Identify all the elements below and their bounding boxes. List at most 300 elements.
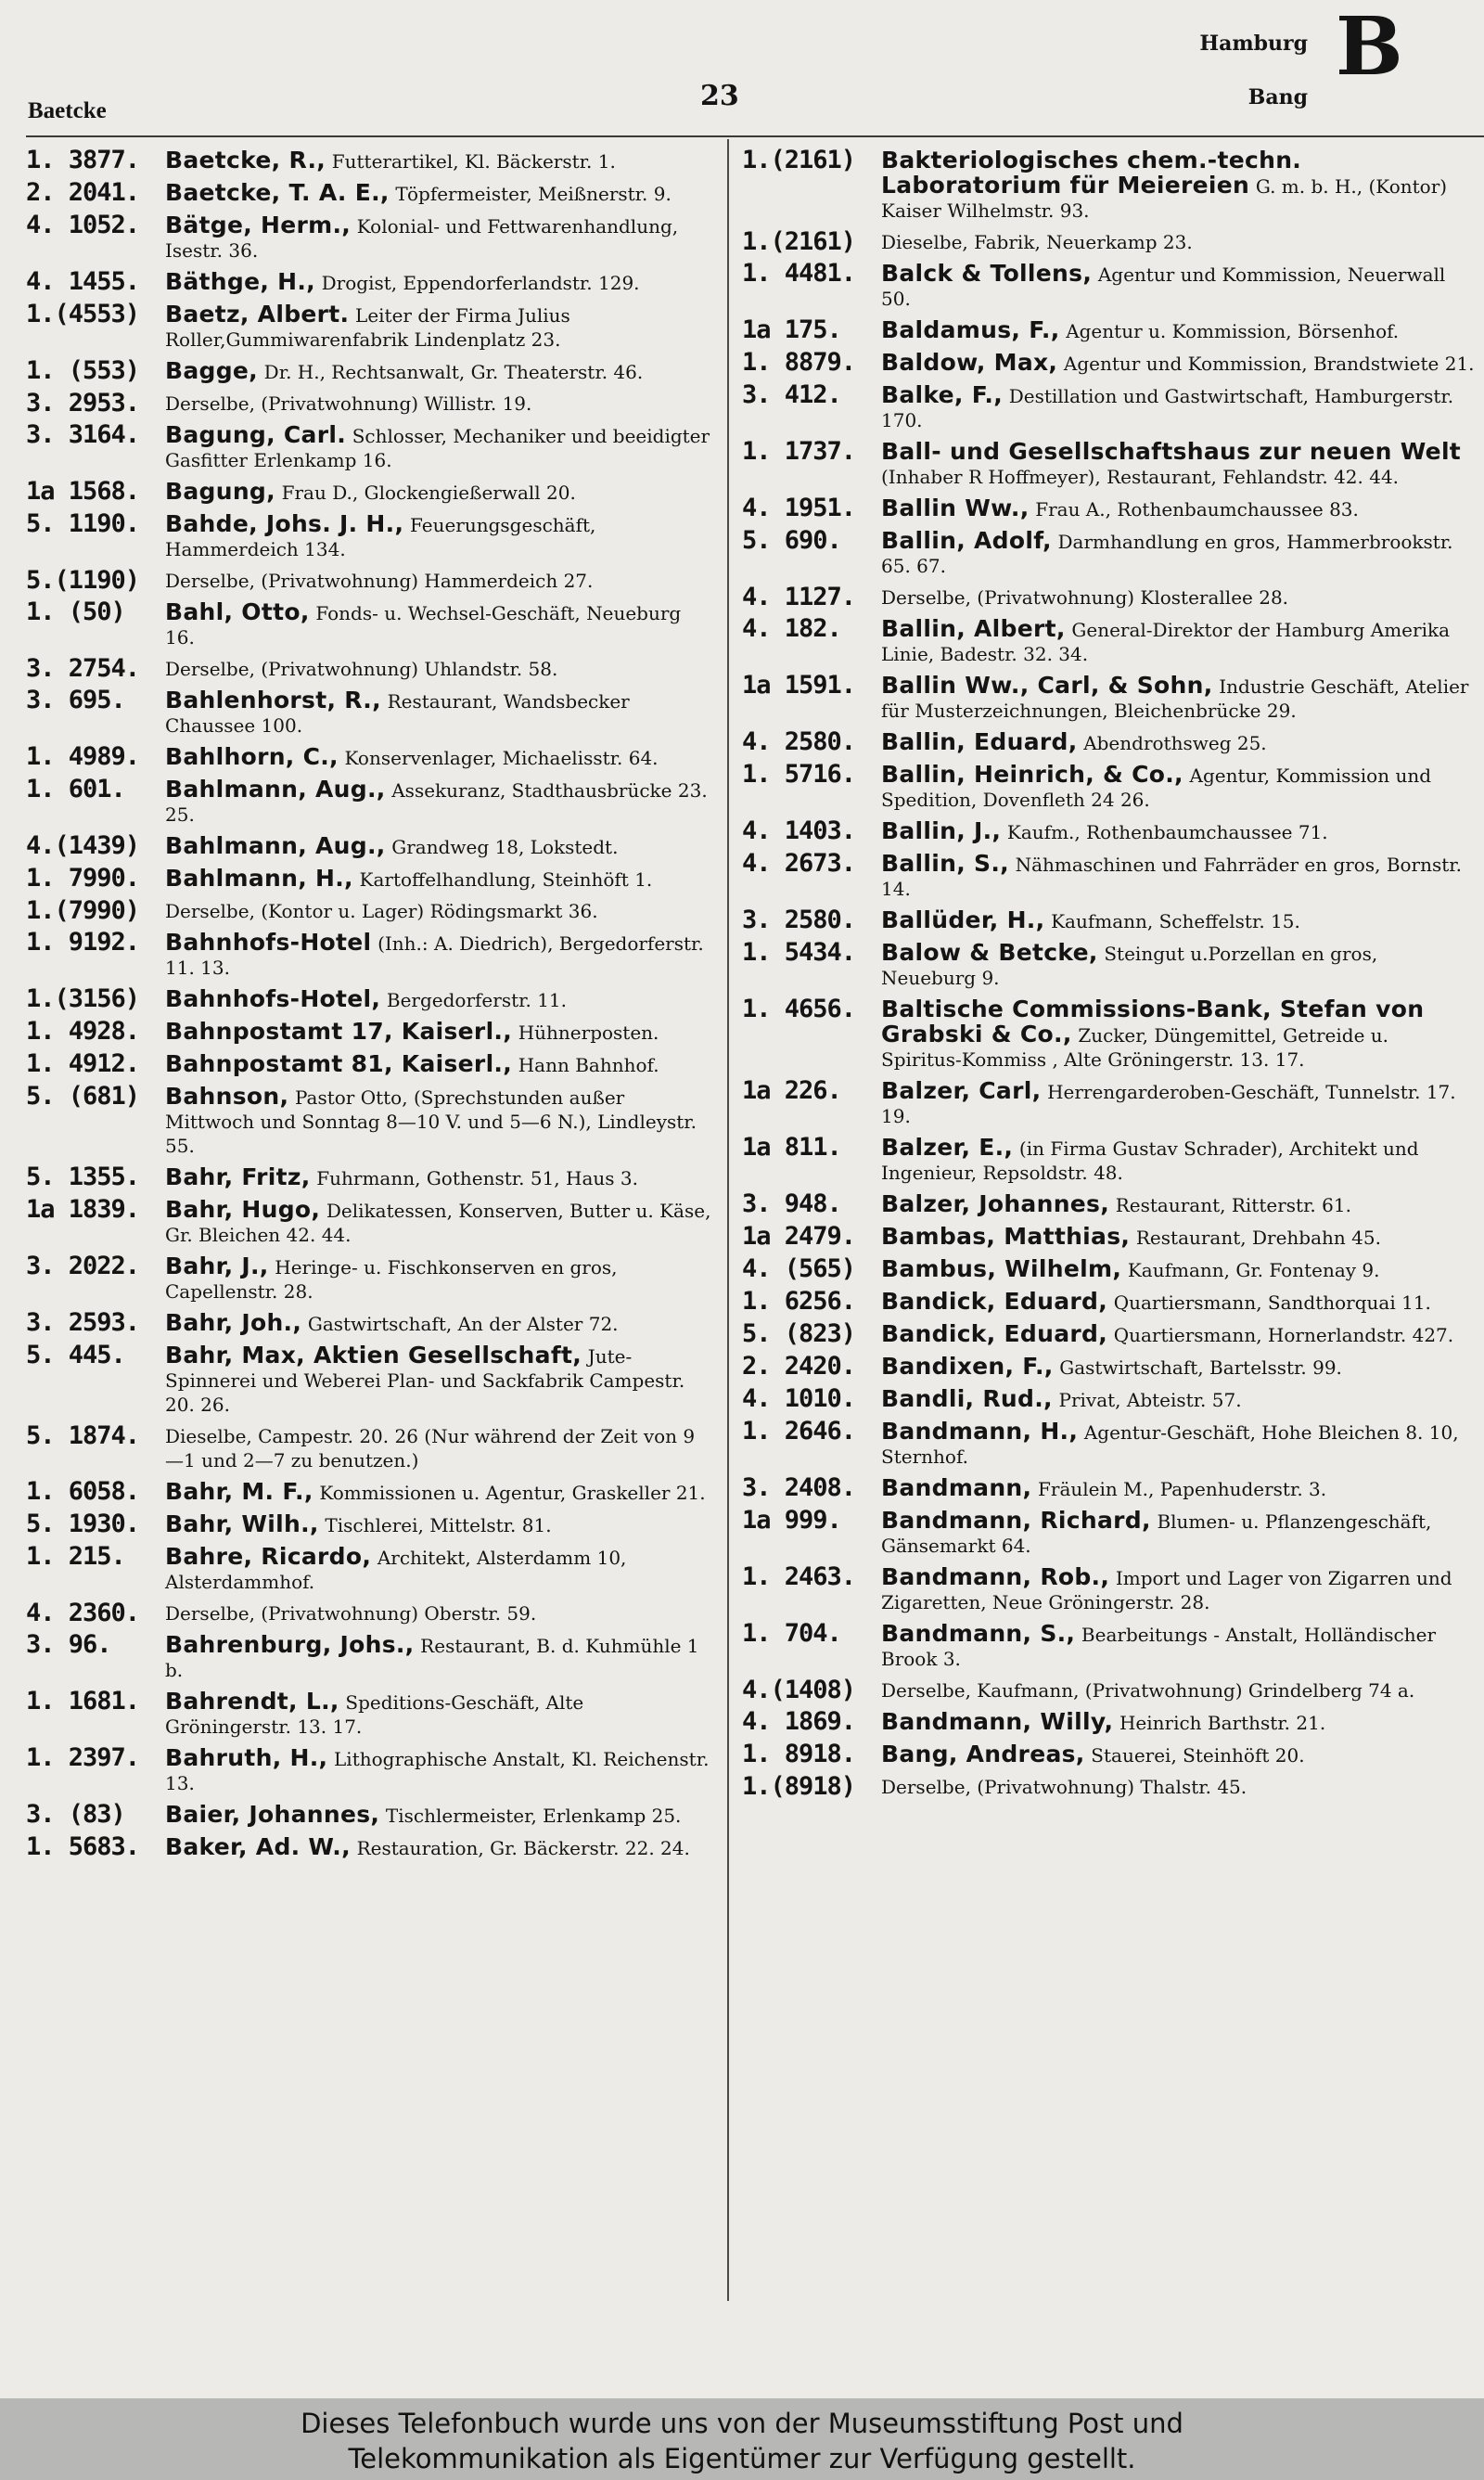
directory-entry bbox=[26, 688, 712, 738]
directory-entry bbox=[742, 315, 1475, 344]
subscriber-name: Baetz, Albert. bbox=[165, 301, 350, 328]
directory-entry bbox=[742, 148, 1475, 223]
directory-entry bbox=[26, 1049, 712, 1078]
subscriber-name: Baetcke, R., bbox=[165, 147, 326, 173]
directory-entry bbox=[742, 227, 1475, 256]
subscriber-name: Balow & Betcke, bbox=[881, 939, 1098, 966]
directory-entry bbox=[742, 1506, 1475, 1558]
subscriber-details: Kolonial- und Fettwarenhandlung, Isestr. 36. bbox=[165, 215, 679, 262]
left-column bbox=[26, 148, 712, 1868]
subscriber-name: Bahlmann, H., bbox=[165, 865, 353, 892]
directory-entry bbox=[742, 1473, 1475, 1502]
subscriber-name: Bakteriologisches chem.-techn. Laboratorium für Meiereien bbox=[881, 147, 1302, 199]
subscriber-name: Balzer, Carl, bbox=[881, 1077, 1042, 1104]
subscriber-details: Derselbe, (Privatwohnung) Hammerdeich 27. bbox=[165, 570, 594, 592]
subscriber-details: Hann Bahnhof. bbox=[518, 1054, 659, 1076]
subscriber-details: Industrie Geschäft, Atelier für Musterzeichnungen, Bleichenbrücke 29. bbox=[881, 675, 1469, 722]
directory-entry bbox=[742, 997, 1475, 1072]
subscriber-details: Darmhandlung en gros, Hammerbrookstr. 65. 67. bbox=[881, 531, 1453, 577]
directory-entry bbox=[26, 1542, 712, 1594]
subscriber-details: Derselbe, (Privatwohnung) Uhlandstr. 58. bbox=[165, 658, 558, 680]
subscriber-details: Agentur und Kommission, Neuerwall 50. bbox=[881, 263, 1446, 310]
directory-entry bbox=[26, 420, 712, 472]
subscriber-details: Agentur-Geschäft, Hohe Bleichen 8. 10, Sternhof. bbox=[881, 1421, 1459, 1468]
directory-entry bbox=[26, 1630, 712, 1682]
directory-entry bbox=[26, 1343, 712, 1417]
directory-entry bbox=[26, 477, 712, 506]
phone-number: 1. 8879. bbox=[742, 348, 856, 377]
subscriber-name: Baldamus, F., bbox=[881, 316, 1060, 343]
subscriber-details: Kaufm., Rothenbaumchaussee 71. bbox=[1006, 821, 1328, 843]
directory-entry bbox=[26, 1254, 712, 1304]
phone-number: 1. 2463. bbox=[742, 1562, 856, 1591]
directory-entry bbox=[742, 760, 1475, 812]
subscriber-name: Ballin, Heinrich, & Co., bbox=[881, 761, 1183, 788]
subscriber-details: Frau A., Rothenbaumchaussee 83. bbox=[1035, 498, 1359, 520]
directory-entry bbox=[742, 816, 1475, 845]
subscriber-details: Steingut u.Porzellan en gros, Neueburg 9. bbox=[881, 943, 1378, 989]
subscriber-name: Bagung, Carl. bbox=[165, 421, 347, 448]
subscriber-details: Agentur, Kommission und Spedition, Dovenfleth 24 26. bbox=[881, 765, 1432, 811]
subscriber-details: Blumen- u. Pflanzengeschäft, Gänsemarkt 64. bbox=[881, 1510, 1432, 1557]
subscriber-details: (in Firma Gustav Schrader), Architekt und Ingenieur, Repsoldstr. 48. bbox=[881, 1137, 1419, 1184]
subscriber-name: Bambus, Wilhelm, bbox=[881, 1255, 1122, 1282]
subscriber-details: Import und Lager von Zigarren und Zigaretten, Neue Gröningerstr. 28. bbox=[881, 1567, 1452, 1613]
subscriber-name: Bäthge, H., bbox=[165, 268, 315, 295]
subscriber-name: Bahde, Johs. J. H., bbox=[165, 510, 404, 537]
directory-entry bbox=[742, 1076, 1475, 1128]
subscriber-details: Pastor Otto, (Sprechstunden außer Mittwoch und Sonntag 8—10 V. und 5—6 N.), Lindleystr. 55. bbox=[165, 1086, 697, 1157]
phone-number: 1. 1681. bbox=[26, 1687, 140, 1715]
phone-number: 1. 4656. bbox=[742, 995, 856, 1023]
subscriber-details: Delikatessen, Konserven, Butter u. Käse, Gr. Bleichen 42. 44. bbox=[165, 1200, 711, 1246]
subscriber-details: Dieselbe, Campestr. 20. 26 (Nur während der Zeit von 9—1 und 2—7 zu benutzen.) bbox=[165, 1425, 696, 1471]
footer-line-1: Dieses Telefonbuch wurde uns von der Museumsstiftung Post und bbox=[301, 2408, 1183, 2439]
subscriber-details: Restaurant, Drehbahn 45. bbox=[1135, 1227, 1381, 1249]
subscriber-details: Derselbe, (Privatwohnung) Willistr. 19. bbox=[165, 392, 532, 415]
subscriber-name: Bahrendt, L., bbox=[165, 1688, 339, 1715]
phone-number: 1.(2161) bbox=[742, 227, 856, 256]
subscriber-name: Baldow, Max, bbox=[881, 349, 1058, 376]
phone-number: 1. 2397. bbox=[26, 1743, 140, 1772]
subscriber-details: Quartiersmann, Hornerlandstr. 427. bbox=[1113, 1324, 1454, 1346]
subscriber-details: Derselbe, (Kontor u. Lager) Rödingsmarkt 36. bbox=[165, 900, 598, 922]
phone-number: 5. (681) bbox=[26, 1082, 140, 1111]
directory-entry bbox=[26, 864, 712, 893]
subscriber-details: Kaufmann, Gr. Fontenay 9. bbox=[1127, 1259, 1380, 1281]
directory-entry bbox=[26, 566, 712, 595]
phone-number: 1a 2479. bbox=[742, 1222, 856, 1251]
phone-number: 3. 695. bbox=[26, 686, 125, 714]
subscriber-name: Bahr, Joh., bbox=[165, 1309, 302, 1336]
subscriber-details: Tischlerei, Mittelstr. 81. bbox=[325, 1514, 552, 1536]
subscriber-name: Bambas, Matthias, bbox=[881, 1223, 1131, 1250]
phone-number: 5.(1190) bbox=[26, 566, 140, 595]
running-head-city: Hamburg bbox=[1199, 32, 1308, 56]
phone-number: 1. 9192. bbox=[26, 928, 140, 957]
phone-number: 4. 182. bbox=[742, 614, 841, 643]
subscriber-details: Restaurant, B. d. Kuhmühle 1 b. bbox=[165, 1635, 699, 1681]
subscriber-name: Balck & Tollens, bbox=[881, 260, 1093, 287]
subscriber-details: Bergedorferstr. 11. bbox=[386, 989, 568, 1011]
directory-entry bbox=[742, 259, 1475, 311]
footer-notice bbox=[0, 2398, 1484, 2480]
phone-number: 3. 2408. bbox=[742, 1473, 856, 1502]
directory-entry bbox=[26, 1512, 712, 1537]
phone-number: 3. 2754. bbox=[26, 654, 140, 683]
subscriber-name: Ballin, S., bbox=[881, 850, 1009, 877]
phone-number: 3. 2580. bbox=[742, 906, 856, 934]
subscriber-name: Bahr, J., bbox=[165, 1253, 269, 1279]
subscriber-name: Bandick, Eduard, bbox=[881, 1320, 1107, 1347]
directory-entry bbox=[26, 1687, 712, 1739]
phone-number: 1. 601. bbox=[26, 775, 125, 803]
subscriber-name: Baker, Ad. W., bbox=[165, 1833, 351, 1860]
section-letter: B bbox=[1336, 0, 1403, 94]
phone-number: 1a 999. bbox=[742, 1506, 841, 1535]
phone-number: 3. 2953. bbox=[26, 389, 140, 418]
subscriber-details: Tischlermeister, Erlenkamp 25. bbox=[385, 1805, 682, 1827]
subscriber-details: Nähmaschinen und Fahrräder en gros, Bornstr. 14. bbox=[881, 854, 1463, 900]
directory-entry bbox=[26, 777, 712, 827]
subscriber-details: Restauration, Gr. Bäckerstr. 22. 24. bbox=[356, 1837, 690, 1859]
directory-entry bbox=[742, 1319, 1475, 1348]
subscriber-details: Gastwirtschaft, An der Alster 72. bbox=[307, 1313, 619, 1335]
subscriber-name: Ballüder, H., bbox=[881, 906, 1045, 933]
phone-number: 3. 948. bbox=[742, 1189, 841, 1218]
subscriber-details: Gastwirtschaft, Bartelsstr. 99. bbox=[1059, 1356, 1342, 1379]
phone-number: 1. 6058. bbox=[26, 1477, 140, 1506]
phone-number: 5. 1190. bbox=[26, 509, 140, 538]
subscriber-name: Bahnhofs-Hotel, bbox=[165, 985, 381, 1012]
subscriber-name: Bätge, Herm., bbox=[165, 212, 352, 238]
subscriber-name: Bahrenburg, Johs., bbox=[165, 1631, 415, 1658]
subscriber-name: Ball- und Gesellschaftshaus zur neuen Welt bbox=[881, 438, 1462, 465]
subscriber-name: Bahlhorn, C., bbox=[165, 743, 339, 770]
phone-number: 1.(3156) bbox=[26, 984, 140, 1013]
header-rule bbox=[26, 135, 1484, 137]
directory-entry bbox=[26, 302, 712, 352]
phone-number: 5. 445. bbox=[26, 1341, 125, 1369]
directory-entry bbox=[742, 526, 1475, 578]
subscriber-name: Bandick, Eduard, bbox=[881, 1288, 1107, 1315]
phone-number: 1. 1737. bbox=[742, 437, 856, 466]
subscriber-name: Bagung, bbox=[165, 478, 275, 505]
subscriber-name: Bahlmann, Aug., bbox=[165, 832, 386, 859]
subscriber-details: Kommissionen u. Agentur, Graskeller 21. bbox=[319, 1482, 706, 1504]
subscriber-details: Dieselbe, Fabrik, Neuerkamp 23. bbox=[881, 231, 1193, 253]
phone-number: 1.(8918) bbox=[742, 1772, 856, 1801]
subscriber-details: Dr. H., Rechtsanwalt, Gr. Theaterstr. 46. bbox=[263, 361, 644, 383]
directory-entry bbox=[26, 1477, 712, 1506]
phone-number: 4. 2360. bbox=[26, 1599, 140, 1627]
phone-number: 1. 2646. bbox=[742, 1417, 856, 1446]
phone-number: 4. 1951. bbox=[742, 494, 856, 522]
subscriber-name: Bandli, Rud., bbox=[881, 1385, 1053, 1412]
directory-entry bbox=[26, 928, 712, 980]
phone-number: 4. (565) bbox=[742, 1254, 856, 1283]
phone-number: 4.(1408) bbox=[742, 1676, 856, 1704]
subscriber-name: Bahnpostamt 81, Kaiserl., bbox=[165, 1050, 513, 1077]
subscriber-name: Bandixen, F., bbox=[881, 1353, 1054, 1380]
phone-number: 1a 1839. bbox=[26, 1195, 140, 1224]
directory-entry bbox=[26, 831, 712, 860]
subscriber-name: Ballin, Albert, bbox=[881, 615, 1066, 642]
subscriber-name: Bahnhofs-Hotel bbox=[165, 929, 372, 956]
subscriber-name: Bahr, M. F., bbox=[165, 1478, 313, 1505]
subscriber-details: Leiter der Firma Julius Roller,Gummiwarenfabrik Lindenplatz 23. bbox=[165, 304, 570, 351]
subscriber-details: Stauerei, Steinhöft 20. bbox=[1091, 1744, 1305, 1767]
phone-number: 1. 215. bbox=[26, 1542, 125, 1571]
phone-number: 1.(4553) bbox=[26, 300, 140, 328]
phone-number: 1. 8918. bbox=[742, 1740, 856, 1768]
subscriber-name: Ballin Ww., Carl, & Sohn, bbox=[881, 672, 1213, 699]
directory-entry bbox=[742, 1742, 1475, 1767]
subscriber-details: Heinrich Barthstr. 21. bbox=[1119, 1712, 1326, 1734]
subscriber-name: Baier, Johannes, bbox=[165, 1801, 380, 1828]
subscriber-name: Bahr, Fritz, bbox=[165, 1163, 311, 1190]
directory-entry bbox=[742, 348, 1475, 377]
directory-entry bbox=[26, 1082, 712, 1158]
phone-number: 4.(1439) bbox=[26, 831, 140, 860]
directory-entry bbox=[742, 1562, 1475, 1614]
phone-number: 3. 3164. bbox=[26, 420, 140, 449]
subscriber-details: Abendrothsweg 25. bbox=[1083, 732, 1267, 754]
subscriber-name: Bandmann, bbox=[881, 1474, 1032, 1501]
phone-number: 1. 4481. bbox=[742, 259, 856, 288]
phone-number: 4. 1127. bbox=[742, 583, 856, 611]
subscriber-details: Privat, Abteistr. 57. bbox=[1058, 1389, 1242, 1411]
directory-entry bbox=[26, 1601, 712, 1625]
subscriber-details: Grandweg 18, Lokstedt. bbox=[391, 836, 619, 858]
directory-entry bbox=[742, 1772, 1475, 1801]
subscriber-name: Balzer, E., bbox=[881, 1134, 1014, 1161]
subscriber-details: Zucker, Düngemittel, Getreide u. Spiritus-Kommiss , Alte Gröningerstr. 13. 17. bbox=[881, 1024, 1389, 1071]
phone-number: 4. 1455. bbox=[26, 267, 140, 296]
directory-entry bbox=[26, 509, 712, 561]
phone-number: 1a 226. bbox=[742, 1076, 841, 1105]
subscriber-name: Bang, Andreas, bbox=[881, 1741, 1085, 1767]
subscriber-details: Restaurant, Wandsbecker Chaussee 100. bbox=[165, 690, 630, 737]
directory-entry bbox=[742, 1678, 1475, 1703]
subscriber-details: Frau D., Glockengießerwall 20. bbox=[281, 482, 576, 504]
subscriber-name: Bagge, bbox=[165, 357, 258, 384]
phone-number: 1.(2161) bbox=[742, 146, 856, 174]
directory-entry bbox=[742, 1133, 1475, 1185]
subscriber-name: Bahruth, H., bbox=[165, 1744, 328, 1771]
subscriber-details: General-Direktor der Hamburg Amerika Linie, Badestr. 32. 34. bbox=[881, 619, 1451, 665]
subscriber-name: Bahlenhorst, R., bbox=[165, 687, 381, 713]
directory-entry bbox=[742, 1287, 1475, 1316]
subscriber-name: Ballin, Eduard, bbox=[881, 728, 1078, 755]
directory-entry bbox=[742, 380, 1475, 432]
subscriber-details: Hühnerposten. bbox=[518, 1022, 659, 1044]
phone-number: 1.(7990) bbox=[26, 896, 140, 925]
directory-entry bbox=[26, 1832, 712, 1861]
phone-number: 5. 1874. bbox=[26, 1421, 140, 1450]
subscriber-details: Derselbe, (Privatwohnung) Klosterallee 28. bbox=[881, 586, 1289, 609]
phone-number: 5. (823) bbox=[742, 1319, 856, 1348]
directory-entry bbox=[742, 1384, 1475, 1413]
subscriber-name: Bahr, Hugo, bbox=[165, 1196, 321, 1223]
phone-number: 4. 2673. bbox=[742, 849, 856, 878]
phone-number: 1. 4989. bbox=[26, 742, 140, 771]
directory-entry bbox=[742, 437, 1475, 489]
directory-entry bbox=[26, 178, 712, 207]
column-divider bbox=[727, 139, 729, 2301]
subscriber-details: Restaurant, Ritterstr. 61. bbox=[1115, 1194, 1351, 1216]
subscriber-details: Derselbe, Kaufmann, (Privatwohnung) Grindelberg 74 a. bbox=[881, 1679, 1415, 1702]
subscriber-details: Jute-Spinnerei und Weberei Plan- und Sackfabrik Campestr. 20. 26. bbox=[165, 1345, 685, 1416]
subscriber-name: Balzer, Johannes, bbox=[881, 1190, 1110, 1217]
directory-entry bbox=[742, 1619, 1475, 1671]
directory-entry bbox=[26, 654, 712, 683]
directory-entry bbox=[26, 389, 712, 418]
subscriber-details: Kartoffelhandlung, Steinhöft 1. bbox=[359, 868, 653, 891]
subscriber-details: Fonds- u. Wechsel-Geschäft, Neueburg 16. bbox=[165, 602, 682, 649]
phone-number: 1. (50) bbox=[26, 598, 125, 626]
subscriber-details: Fräulein M., Papenhuderstr. 3. bbox=[1038, 1478, 1327, 1500]
subscriber-name: Bandmann, Richard, bbox=[881, 1507, 1151, 1534]
directory-entry bbox=[26, 1165, 712, 1190]
directory-entry bbox=[26, 600, 712, 649]
subscriber-details: Derselbe, (Privatwohnung) Oberstr. 59. bbox=[165, 1602, 537, 1625]
phone-number: 1a 175. bbox=[742, 315, 841, 344]
phone-number: 3. 2022. bbox=[26, 1252, 140, 1280]
phone-number: 1. (553) bbox=[26, 356, 140, 385]
subscriber-name: Bahlmann, Aug., bbox=[165, 776, 386, 803]
footer-line-2: Telekommunikation als Eigentümer zur Verfügung gestellt. bbox=[348, 2443, 1136, 2474]
subscriber-name: Bahr, Max, Aktien Gesellschaft, bbox=[165, 1342, 582, 1368]
subscriber-details: Assekuranz, Stadthausbrücke 23. 25. bbox=[165, 779, 708, 826]
phone-number: 4. 1869. bbox=[742, 1707, 856, 1736]
phone-number: 1a 1591. bbox=[742, 671, 856, 700]
directory-entry bbox=[742, 496, 1475, 521]
phone-number: 1. 5683. bbox=[26, 1832, 140, 1861]
directory-entry bbox=[26, 213, 712, 263]
directory-entry bbox=[742, 614, 1475, 666]
directory-entry bbox=[742, 908, 1475, 933]
directory-entry bbox=[742, 1352, 1475, 1381]
subscriber-name: Ballin, J., bbox=[881, 817, 1002, 844]
directory-entry bbox=[26, 1743, 712, 1795]
subscriber-name: Bahl, Otto, bbox=[165, 598, 310, 625]
directory-entry bbox=[26, 267, 712, 296]
page-number: 23 bbox=[700, 80, 739, 112]
subscriber-name: Bahre, Ricardo, bbox=[165, 1543, 372, 1570]
directory-entry bbox=[742, 1222, 1475, 1251]
subscriber-details: Architekt, Alsterdamm 10, Alsterdammhof. bbox=[165, 1547, 627, 1593]
subscriber-name: Bandmann, Willy, bbox=[881, 1708, 1114, 1735]
subscriber-details: Lithographische Anstalt, Kl. Reichenstr. 13. bbox=[165, 1748, 710, 1794]
subscriber-name: Bahr, Wilh., bbox=[165, 1510, 319, 1537]
phone-number: 1. 7990. bbox=[26, 864, 140, 893]
directory-entry bbox=[742, 1254, 1475, 1283]
directory-entry bbox=[26, 896, 712, 925]
directory-entry bbox=[26, 1800, 712, 1829]
right-column bbox=[742, 148, 1475, 1806]
directory-entry bbox=[742, 1417, 1475, 1469]
subscriber-details: Futterartikel, Kl. Bäckerstr. 1. bbox=[331, 150, 616, 173]
running-head-right bbox=[1159, 17, 1308, 124]
running-head-left: Baetcke bbox=[28, 98, 107, 123]
directory-entry bbox=[742, 938, 1475, 990]
directory-entry bbox=[742, 727, 1475, 756]
phone-number: 1. 5716. bbox=[742, 760, 856, 789]
subscriber-name: Baetcke, T. A. E., bbox=[165, 179, 390, 206]
subscriber-name: Bandmann, H., bbox=[881, 1418, 1079, 1445]
subscriber-details: Fuhrmann, Gothenstr. 51, Haus 3. bbox=[316, 1167, 638, 1189]
directory-entry bbox=[742, 671, 1475, 723]
phone-number: 5. 1355. bbox=[26, 1163, 140, 1191]
phone-number: 5. 690. bbox=[742, 526, 841, 555]
directory-entry bbox=[26, 1421, 712, 1472]
subscriber-details: Quartiersmann, Sandthorquai 11. bbox=[1113, 1291, 1431, 1314]
phone-number: 1. 704. bbox=[742, 1619, 841, 1648]
subscriber-details: (Inh.: A. Diedrich), Bergedorferstr. 11. 13. bbox=[165, 932, 704, 979]
subscriber-name: Ballin Ww., bbox=[881, 495, 1030, 521]
subscriber-name: Bandmann, Rob., bbox=[881, 1563, 1110, 1590]
phone-number: 1. 4912. bbox=[26, 1049, 140, 1078]
subscriber-details: Konservenlager, Michaelisstr. 64. bbox=[344, 747, 659, 769]
directory-entry bbox=[742, 585, 1475, 610]
phone-number: 1. 3877. bbox=[26, 146, 140, 174]
directory-entry bbox=[742, 849, 1475, 901]
phone-number: 3. 96. bbox=[26, 1630, 111, 1659]
subscriber-details: Destillation und Gastwirtschaft, Hamburgerstr. 170. bbox=[881, 385, 1454, 431]
subscriber-details: Derselbe, (Privatwohnung) Thalstr. 45. bbox=[881, 1776, 1247, 1798]
phone-number: 3. 2593. bbox=[26, 1308, 140, 1337]
directory-entry bbox=[26, 356, 712, 385]
subscriber-name: Ballin, Adolf, bbox=[881, 527, 1052, 554]
phone-number: 3. (83) bbox=[26, 1800, 125, 1829]
subscriber-details: Agentur u. Kommission, Börsenhof. bbox=[1066, 320, 1400, 342]
directory-entry bbox=[26, 1308, 712, 1337]
phone-number: 2. 2420. bbox=[742, 1352, 856, 1381]
directory-entry bbox=[26, 148, 712, 173]
phone-number: 1. 4928. bbox=[26, 1017, 140, 1046]
subscriber-name: Baltische Commissions-Bank, Stefan von Grabski & Co., bbox=[881, 996, 1425, 1047]
subscriber-details: Bearbeitungs - Anstalt, Holländischer Brook 3. bbox=[881, 1624, 1437, 1670]
subscriber-name: Bahnson, bbox=[165, 1083, 289, 1110]
subscriber-details: Heringe- u. Fischkonserven en gros, Capellenstr. 28. bbox=[165, 1256, 618, 1303]
running-head-last-name: Bang bbox=[1247, 85, 1308, 109]
subscriber-name: Bandmann, S., bbox=[881, 1620, 1076, 1647]
phone-number: 4. 2580. bbox=[742, 727, 856, 756]
directory-entry bbox=[742, 1189, 1475, 1218]
directory-entry bbox=[26, 984, 712, 1013]
phone-number: 1a 1568. bbox=[26, 477, 140, 506]
directory-entry bbox=[26, 742, 712, 771]
subscriber-details: Feuerungsgeschäft, Hammerdeich 134. bbox=[165, 514, 596, 560]
directory-entry bbox=[26, 1017, 712, 1046]
subscriber-name: Bahnpostamt 17, Kaiserl., bbox=[165, 1018, 513, 1045]
phone-number: 2. 2041. bbox=[26, 178, 140, 207]
subscriber-details: (Inhaber R Hoffmeyer), Restaurant, Fehlandstr. 42. 44. bbox=[881, 466, 1400, 488]
phone-number: 1. 6256. bbox=[742, 1287, 856, 1316]
phone-number: 4. 1403. bbox=[742, 816, 856, 845]
phone-number: 5. 1930. bbox=[26, 1510, 140, 1538]
subscriber-details: Kaufmann, Scheffelstr. 15. bbox=[1051, 910, 1300, 932]
subscriber-details: Töpfermeister, Meißnerstr. 9. bbox=[395, 183, 672, 205]
phone-number: 4. 1010. bbox=[742, 1384, 856, 1413]
subscriber-details: Schlosser, Mechaniker und beeidigter Gasfitter Erlenkamp 16. bbox=[165, 425, 710, 471]
subscriber-name: Balke, F., bbox=[881, 381, 1004, 408]
subscriber-details: Speditions-Geschäft, Alte Gröningerstr. 13. 17. bbox=[165, 1691, 584, 1738]
subscriber-details: Drogist, Eppendorferlandstr. 129. bbox=[321, 272, 640, 294]
phone-number: 4. 1052. bbox=[26, 211, 140, 239]
directory-entry bbox=[742, 1707, 1475, 1736]
